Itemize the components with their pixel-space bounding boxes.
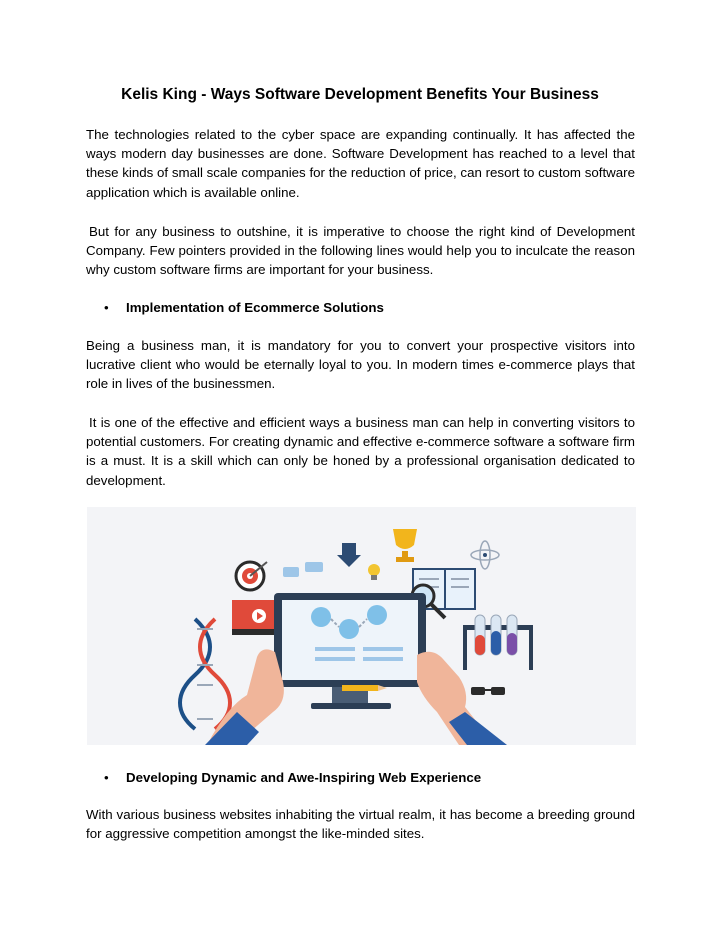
bullet-item-ecommerce bbox=[104, 300, 384, 315]
pencil-icon bbox=[342, 685, 387, 691]
software-development-illustration bbox=[87, 507, 636, 745]
paragraph-choose-company: But for any business to outshine, it is imperative to choose the right kind of Development Company. Few pointers provided in the following lines would help you to inculcate the reason why custom software firms are important for your business. bbox=[86, 224, 635, 278]
trophy-icon bbox=[393, 529, 417, 562]
bullet-item-web-experience bbox=[104, 770, 481, 785]
chat-bubble-icon bbox=[305, 562, 323, 572]
bullet-heading: Developing Dynamic and Awe-Inspiring Web Experience bbox=[126, 770, 482, 785]
download-icon bbox=[337, 543, 361, 567]
bullet-heading: Implementation of Ecommerce Solutions bbox=[126, 300, 384, 315]
paragraph-effective-ways: It is one of the effective and efficient ways a business man can help in converting visitors to potential customers. For creating dynamic and effective e-commerce software a software firm is a must. It is a skill which can only be honed by a professional organisation dedicated to development. bbox=[86, 415, 635, 488]
lightbulb-icon bbox=[368, 564, 380, 580]
dna-icon bbox=[180, 619, 230, 729]
bullet-icon: • bbox=[104, 300, 109, 315]
document-title: Kelis King - Ways Software Development Benefits Your Business bbox=[121, 86, 599, 103]
atom-icon bbox=[471, 541, 499, 569]
paragraph-competition: With various business websites inhabiting the virtual realm, it has become a breeding ground for aggressive competition amongst the like-minded sites. bbox=[86, 807, 635, 842]
paragraph-intro: The technologies related to the cyber space are expanding continually. It has affected the ways modern day businesses are done. Software Development has reached to a level that these kinds of small scale companies for the reduction of price, can resort to custom software application which is available online. bbox=[86, 127, 635, 200]
glasses-icon bbox=[471, 687, 505, 695]
test-tubes-icon bbox=[463, 615, 533, 670]
target-icon bbox=[236, 562, 267, 590]
bullet-icon: • bbox=[104, 770, 109, 785]
chat-bubble-icon bbox=[283, 567, 299, 577]
monitor-icon bbox=[274, 593, 426, 709]
paragraph-business-man: Being a business man, it is mandatory for you to convert your prospective visitors into lucrative client who would be eternally loyal to you. In modern times e-commerce plays that role in lives of the businessmen. bbox=[86, 338, 635, 392]
